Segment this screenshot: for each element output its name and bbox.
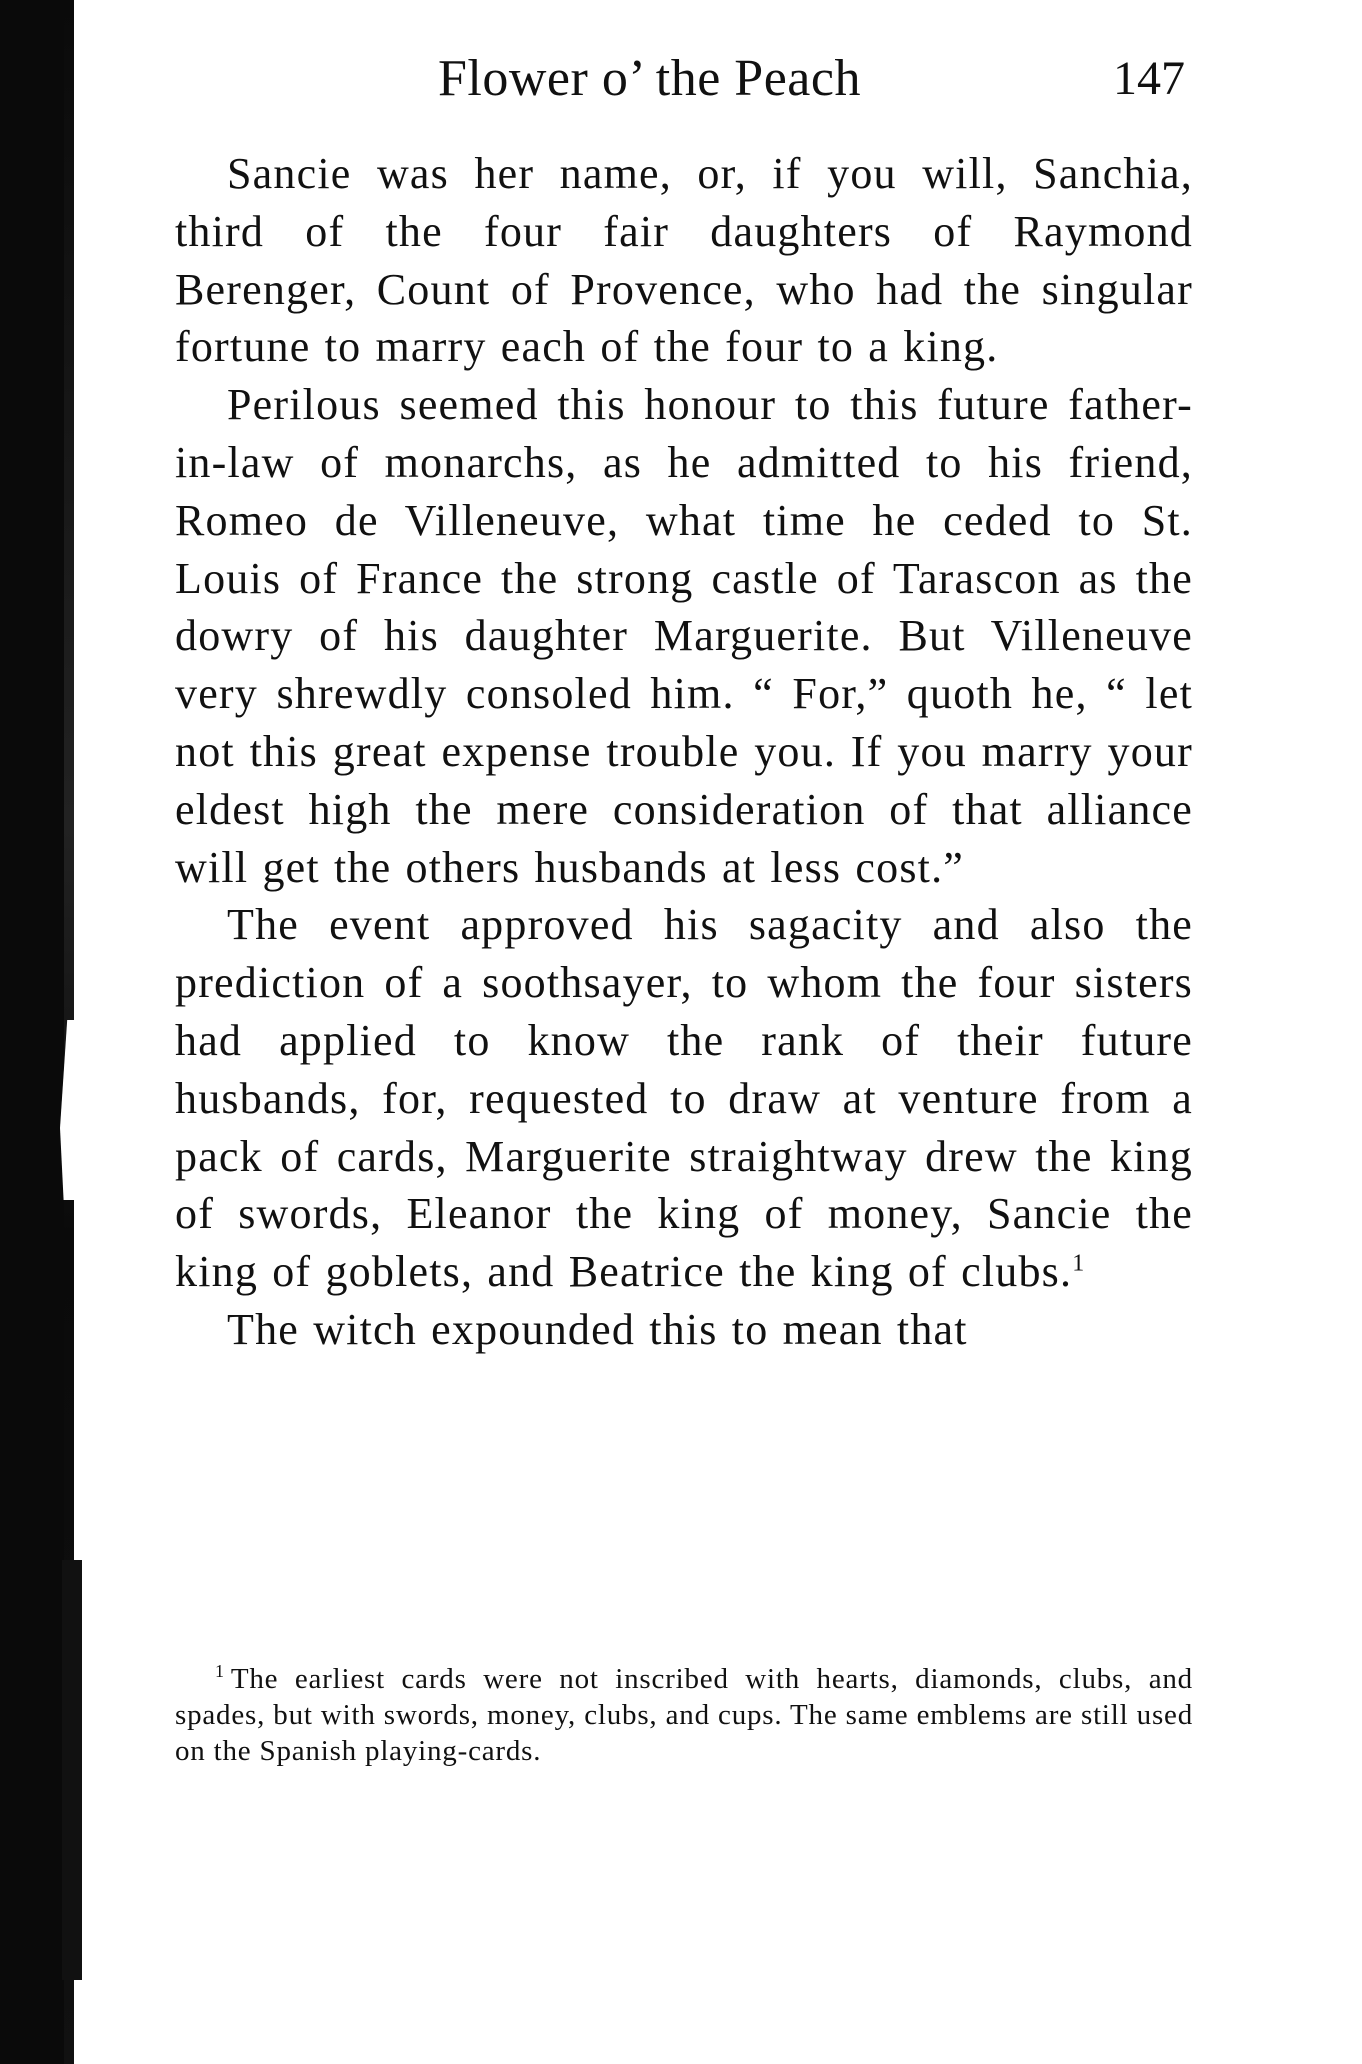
- paragraph-text: Sancie was her name, or, if you will, Sanchia, third of the four fair daughters of Raymond Berenger, Count of Provence, who had the singular fortune to marry each of the four to a king.: [175, 149, 1193, 372]
- footnote-text: The earliest cards were not inscribed with hearts, diamonds, clubs, and spades, but with swords, money, clubs, and cups. The same emblems are still used on the Spanish playing-cards.: [175, 1663, 1193, 1767]
- footnote-marker: 1: [215, 1661, 225, 1682]
- paragraph: [175, 145, 1193, 376]
- scanned-binding-edge: [0, 0, 68, 2064]
- paragraph: [175, 376, 1193, 896]
- body-text: [175, 145, 1193, 1359]
- binding-tear: [62, 1560, 82, 1980]
- paragraph-text: Perilous seemed this honour to this future father-in-law of monarchs, as he admitted to his friend, Romeo de Villeneuve, what time he ceded to St. Louis of France the strong castle of Tarascon as the dowry of his daughter Marguerite. But Villeneuve very shrewdly consoled him. “ For,” quoth he, “ let not this great expense trouble you. If you marry your eldest high the mere consideration of that alliance will get the others husbands at less cost.”: [175, 380, 1193, 892]
- paragraph: [175, 896, 1193, 1301]
- footnote-reference: 1: [1072, 1250, 1086, 1277]
- binding-tear: [60, 1020, 78, 1200]
- running-header: [175, 44, 1193, 114]
- running-title: Flower o’ the Peach: [438, 50, 861, 107]
- paragraph-text: The event approved his sagacity and also the prediction of a soothsayer, to whom the four sisters had applied to know the rank of their future husbands, for, requested to draw at venture from a pack of cards, Marguerite straightway drew the king of swords, Eleanor the king of money, Sancie the king of goblets, and Beatrice the king of clubs.: [175, 900, 1193, 1297]
- paragraph-text: The witch expounded this to mean that: [227, 1304, 968, 1354]
- page-number: 147: [1113, 52, 1185, 105]
- paragraph: [175, 1301, 1193, 1359]
- footnote: [175, 1661, 1193, 1769]
